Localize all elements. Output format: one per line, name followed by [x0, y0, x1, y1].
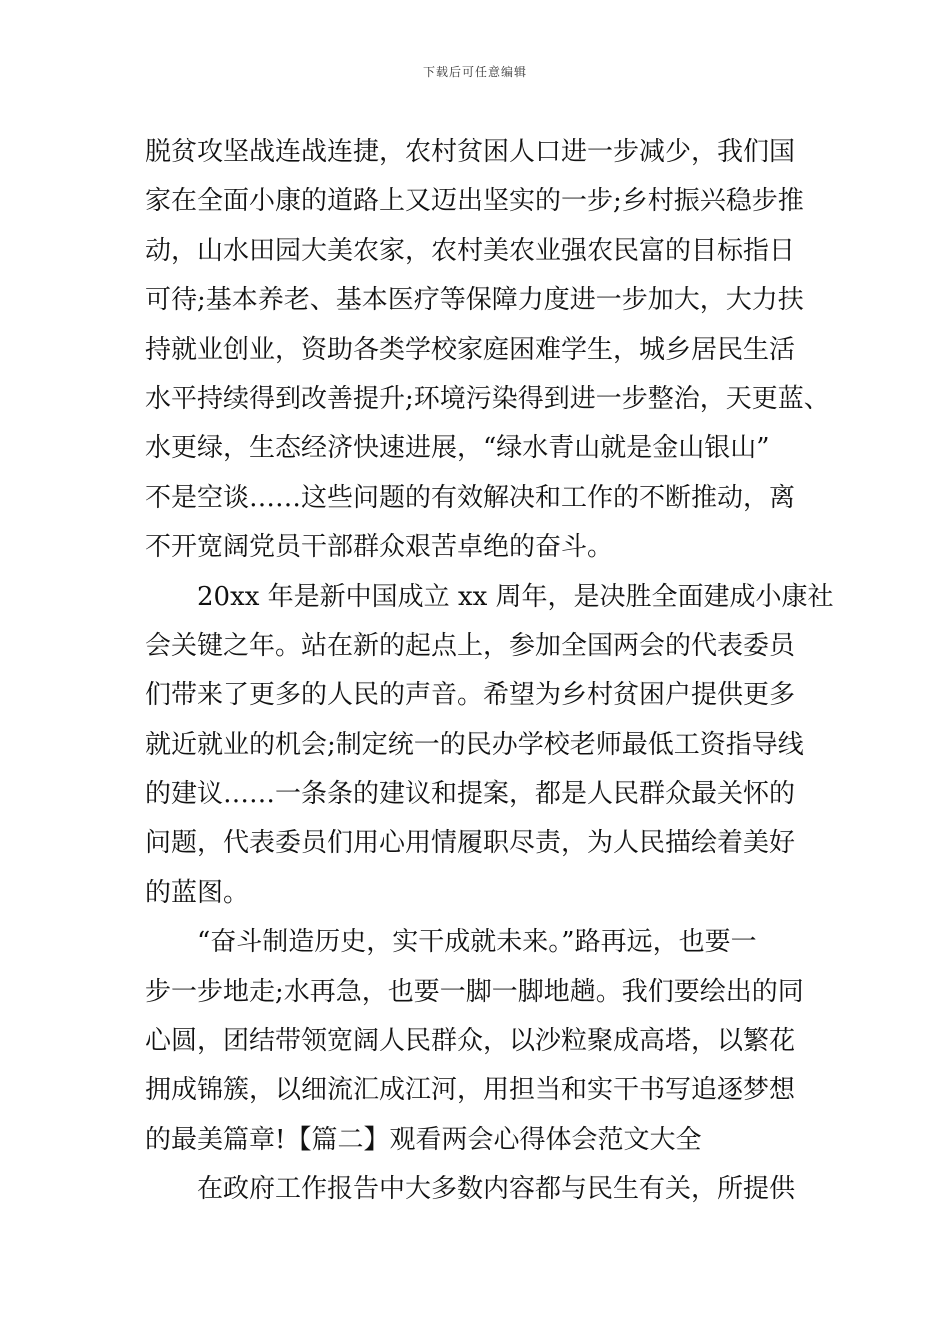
text-line: 家在全面小康的道路上又迈出坚实的一步;乡村振兴稳步推 [145, 186, 804, 217]
paragraph [145, 1165, 810, 1214]
text-line: 就近就业的机会;制定统一的民办学校老师最低工资指导线 [145, 729, 804, 760]
text-line: 的最美篇章!【篇二】观看两会心得体会范文大全 [145, 1124, 702, 1155]
text-line: 不开宽阔党员干部群众艰苦卓绝的奋斗。 [145, 532, 614, 563]
text-line: 问题，代表委员们用心用情履职尽责，为人民描绘着美好 [145, 828, 796, 859]
text-line: 持就业创业，资助各类学校家庭困难学生，城乡居民生活 [145, 334, 796, 365]
text-line: 可待;基本养老、基本医疗等保障力度进一步加大，大力扶 [145, 285, 804, 316]
text-line: 水更绿，生态经济快速进展，“绿水青山就是金山银山” [145, 433, 770, 464]
paragraph [145, 128, 830, 573]
text-line: 20xx 年是新中国成立 xx 周年，是决胜全面建成小康社 [197, 581, 834, 612]
text-line: 不是空谈……这些问题的有效解决和工作的不断推动，离 [145, 482, 796, 513]
paragraph [145, 918, 810, 1165]
text-line: 拥成锦簇，以细流汇成江河，用担当和实干书写追逐梦想 [145, 1075, 796, 1106]
text-line: 水平持续得到改善提升;环境污染得到进一步整治，天更蓝、 [145, 383, 830, 414]
text-line: 心圆，团结带领宽阔人民群众，以沙粒聚成高塔，以繁花 [145, 1026, 796, 1057]
text-line: 脱贫攻坚战连战连捷，农村贫困人口进一步减少，我们国 [145, 137, 796, 167]
text-line: 步一步地走;水再急，也要一脚一脚地趟。我们要绘出的同 [145, 976, 804, 1007]
text-line: 们带来了更多的人民的声音。希望为乡村贫困户提供更多 [145, 680, 796, 711]
text-line: 在政府工作报告中大多数内容都与民生有关，所提供 [197, 1174, 796, 1205]
paragraph [145, 573, 834, 919]
text-line: 的建议……一条条的建议和提案，都是人民群众最关怀的 [145, 779, 796, 810]
document-body [145, 128, 834, 1215]
text-line: 会关键之年。站在新的起点上，参加全国两会的代表委员 [145, 630, 796, 661]
page-header-note: 下载后可任意编辑 [422, 65, 527, 79]
text-line: 的蓝图。 [145, 877, 250, 908]
text-line: 动，山水田园大美农家，农村美农业强农民富的目标指日 [145, 235, 796, 266]
text-line: “奋斗制造历史，实干成就未来。”路再远，也要一 [197, 927, 757, 958]
